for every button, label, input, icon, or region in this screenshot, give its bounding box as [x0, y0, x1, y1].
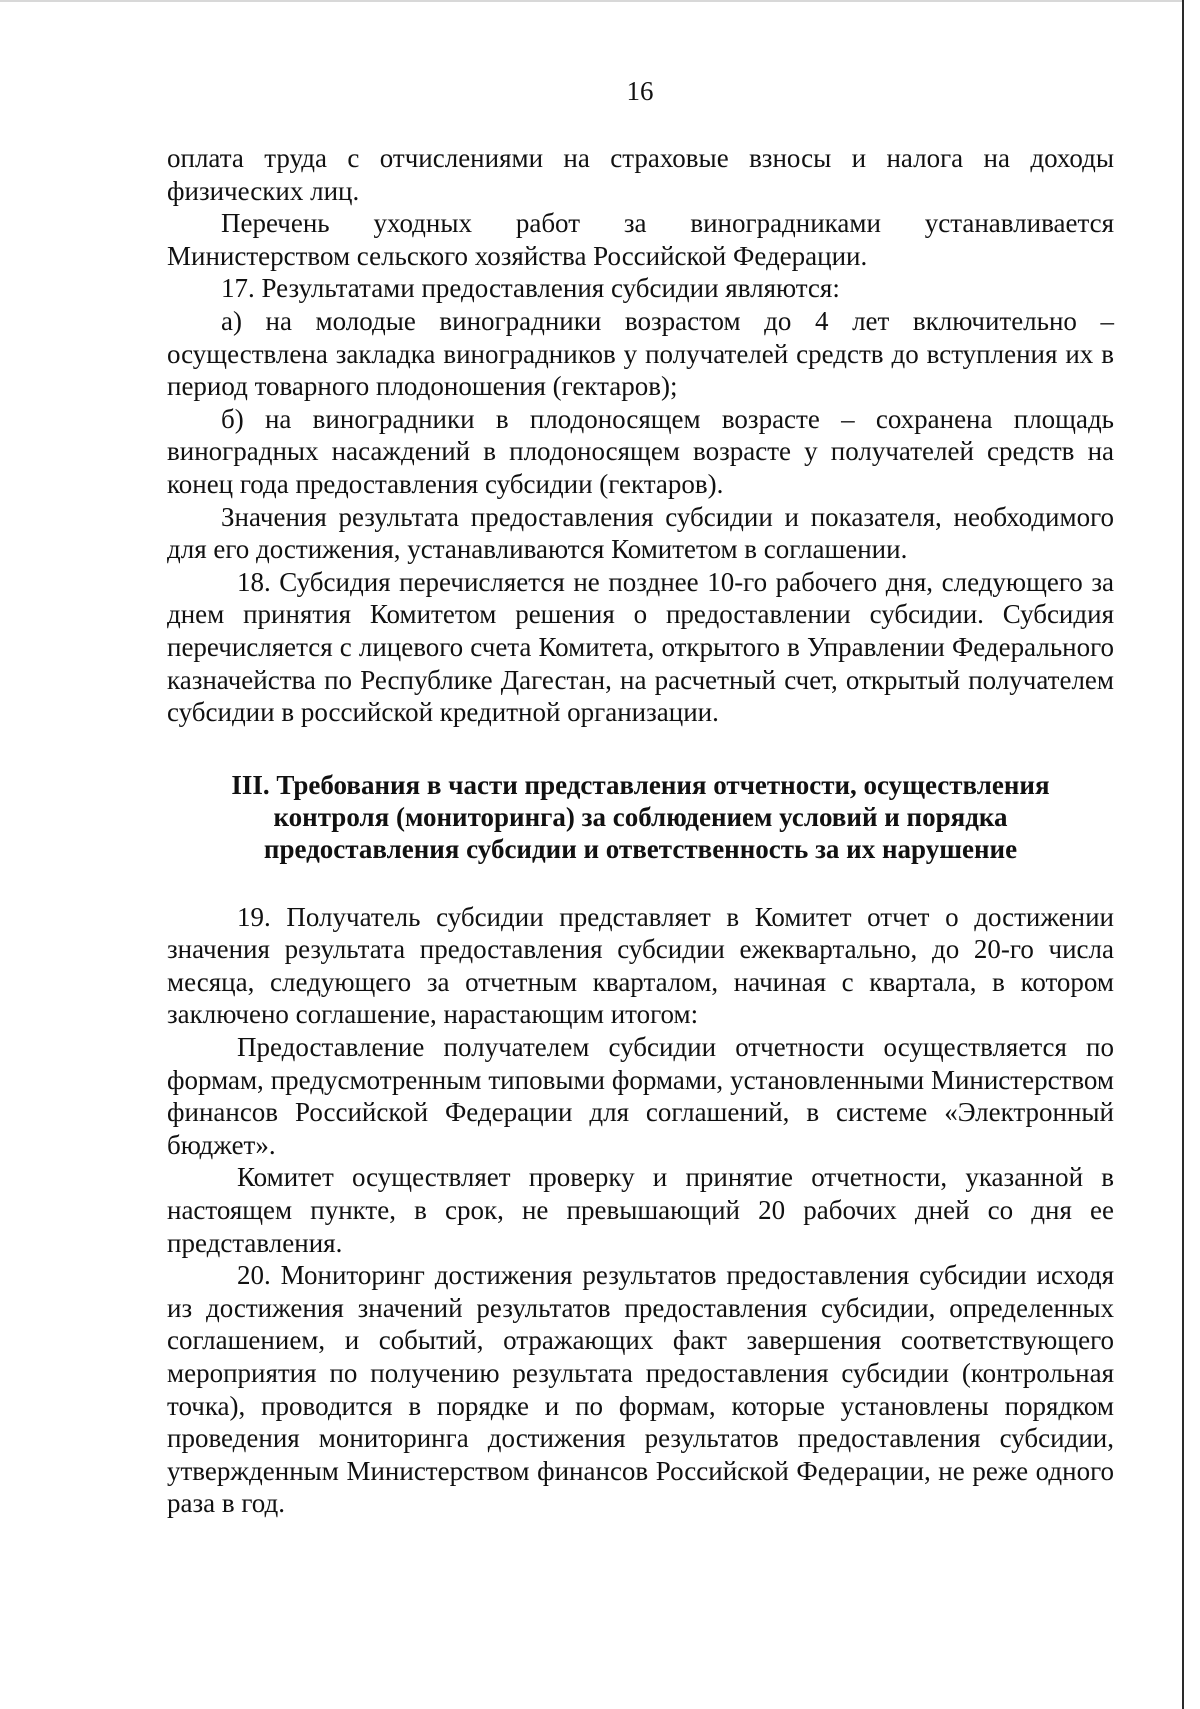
document-body	[167, 142, 1114, 1520]
paragraph: 18. Субсидия перечисляется не позднее 10-го рабочего дня, следующего за днем принятия Комитетом решения о предоставлении субсидии. Субсидия перечисляется с лицевого счета Комитета, открытого в Управлении Федерального казначейства по Республике Дагестан, на расчетный счет, открытый получателем субсидии в российской кредитной организации.	[167, 566, 1114, 728]
paragraph: Перечень уходных работ за виноградниками устанавливается Министерством сельского хозяйства Российской Федерации.	[167, 208, 1114, 271]
paragraph: 17. Результатами предоставления субсидии являются:	[221, 273, 840, 304]
paragraph: Комитет осуществляет проверку и принятие отчетности, указанной в настоящем пункте, в срок, не превышающий 20 рабочих дней со дня ее представления.	[167, 1162, 1114, 1258]
paragraph: 20. Мониторинг достижения результатов предоставления субсидии исходя из достижения значений результатов предоставления субсидии, определенных соглашением, и событий, отражающих факт завершения соответствующего мероприятия по получению результата предоставления субсидии (контрольная точка), проводится в порядке и по формам, которые установлены порядком проведения мониторинга достижения результатов предоставления субсидии, утвержденным Министерством финансов Российской Федерации, не реже одного раза в год.	[167, 1260, 1114, 1519]
paragraph: оплата труда с отчислениями на страховые взносы и налога на доходы физических лиц.	[167, 143, 1114, 206]
page-number: 16	[626, 76, 654, 106]
scan-top-edge	[0, 0, 1184, 2]
paragraph: Предоставление получателем субсидии отчетности осуществляется по формам, предусмотренным типовыми формами, установленными Министерством финансов Российской Федерации для соглашений, в системе «Электронный бюджет».	[167, 1032, 1114, 1160]
section-heading-line: предоставления субсидии и ответственность за их нарушение	[263, 833, 1018, 864]
scan-right-edge	[1182, 0, 1184, 1709]
paragraph: 19. Получатель субсидии представляет в Комитет отчет о достижении значения результата предоставления субсидии ежеквартально, до 20-го числа месяца, следующего за отчетным кварталом, начиная с квартала, в котором заключено соглашение, нарастающим итогом:	[167, 901, 1114, 1030]
section-heading	[167, 769, 1114, 865]
paragraph: б) на виноградники в плодоносящем возрасте – сохранена площадь виноградных насаждений в плодоносящем возрасте у получателей средств на конец года предоставления субсидии (гектаров).	[167, 403, 1114, 499]
section-heading-line: контроля (мониторинга) за соблюдением условий и порядка	[273, 801, 1008, 832]
section-heading-line: III. Требования в части представления отчетности, осуществления	[231, 769, 1050, 800]
paragraph: Значения результата предоставления субсидии и показателя, необходимого для его достижения, устанавливаются Комитетом в соглашении.	[167, 501, 1114, 565]
paragraph: а) на молодые виноградники возрастом до 4 лет включительно – осуществлена закладка виноградников у получателей средств до вступления их в период товарного плодоношения (гектаров);	[167, 305, 1114, 402]
